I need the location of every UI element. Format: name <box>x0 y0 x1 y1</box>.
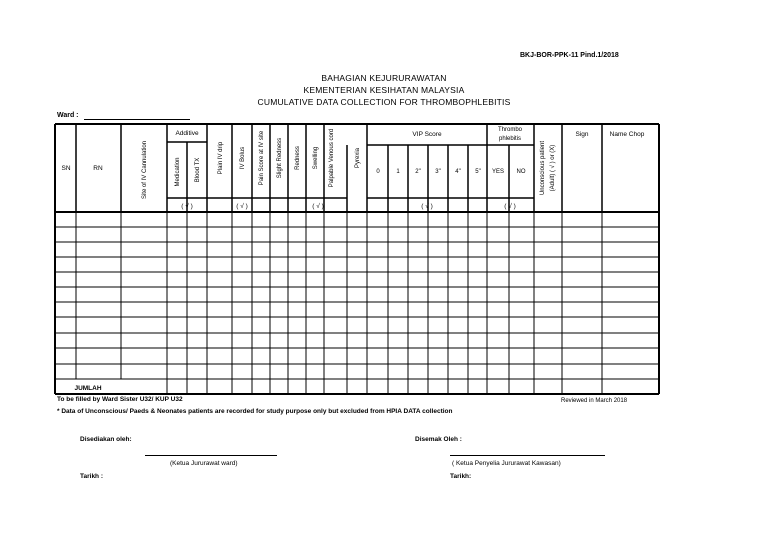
col-unconscious-2: (Adult) ( √ ) or (X) <box>550 144 556 192</box>
col-unconscious-1: Unconscious patient <box>540 140 546 196</box>
thrombo-header-1: Thrombo <box>497 127 523 133</box>
col-bloodtx-header: Blood TX <box>195 157 201 183</box>
vip-score-3: 3" <box>435 169 441 175</box>
vip-header: VIP Score <box>412 131 442 138</box>
col-painscore-header: Pain Score at IV site <box>259 130 265 186</box>
additive-header: Additive <box>175 130 199 137</box>
prepared-date-label: Tarikh : <box>80 473 103 480</box>
col-swelling-header: Swelling <box>313 146 319 170</box>
form-title: CUMULATIVE DATA COLLECTION FOR THROMBOPHLEBITIS <box>257 97 511 107</box>
header-line-1: BAHAGIAN KEJURURAWATAN <box>321 73 447 83</box>
jumlah-label: JUMLAH <box>74 385 102 392</box>
prepared-by-label: Disediakan oleh: <box>80 436 132 443</box>
col-sign-header: Sign <box>575 131 589 138</box>
checked-by-label: Disemak Oleh : <box>415 436 462 443</box>
col-plain-header: Plain IV drip <box>218 141 224 175</box>
thrombo-header-2: phlebitis <box>498 136 522 142</box>
col-sn-header: SN <box>61 165 71 172</box>
col-medication-header: Medication <box>175 157 181 187</box>
tick-additive: ( √ ) <box>181 203 193 210</box>
col-yes-header: YES <box>491 169 505 175</box>
tick-signs: ( √ ) <box>312 203 324 210</box>
prepared-by-signature-line[interactable] <box>145 455 277 456</box>
document-reference: BKJ-BOR-PPK-11 Pind.1/2018 <box>520 52 619 59</box>
col-palpable-header: Palpable Venous cord <box>329 128 335 188</box>
tick-vip: ( √ ) <box>421 203 433 210</box>
checked-by-signature-line[interactable] <box>450 455 605 456</box>
tick-plain-bolus: ( √ ) <box>236 203 248 210</box>
header-line-2: KEMENTERIAN KESIHATAN MALAYSIA <box>303 85 465 95</box>
prepared-by-role: (Ketua Jururawat ward) <box>170 460 238 467</box>
reviewed-note: Reviewed in March 2018 <box>561 398 628 404</box>
tick-thrombo: ( √ ) <box>504 203 516 210</box>
vip-score-4: 4" <box>455 169 461 175</box>
col-namechop-header: Name Chop <box>609 131 645 138</box>
col-ivbolus-header: IV Bolus <box>240 146 246 170</box>
vip-score-2: 2" <box>415 169 421 175</box>
filled-by-note: To be filled by Ward Sister U32/ KUP U32 <box>57 396 183 403</box>
col-pyrexia-header: Pyrexia <box>355 147 361 169</box>
col-redness-header: Redness <box>295 146 301 170</box>
vip-score-0: 0 <box>376 169 380 175</box>
data-note: * Data of Unconscious/ Paeds & Neonates patients are recorded for study purpose only but excluded from HPIA DATA collection <box>57 408 453 415</box>
col-slight-header: Slight Redness <box>277 137 283 179</box>
vip-score-1: 1 <box>396 169 400 175</box>
col-no-header: NO <box>516 169 526 175</box>
col-site-header: Site of IV Cannulation <box>142 140 148 200</box>
checked-date-label: Tarikh: <box>450 473 472 480</box>
ward-label: Ward : <box>57 112 79 119</box>
col-rn-header: RN <box>93 165 103 172</box>
vip-score-5: 5" <box>475 169 481 175</box>
checked-by-role: ( Ketua Penyelia Jururawat Kawasan) <box>452 460 561 467</box>
